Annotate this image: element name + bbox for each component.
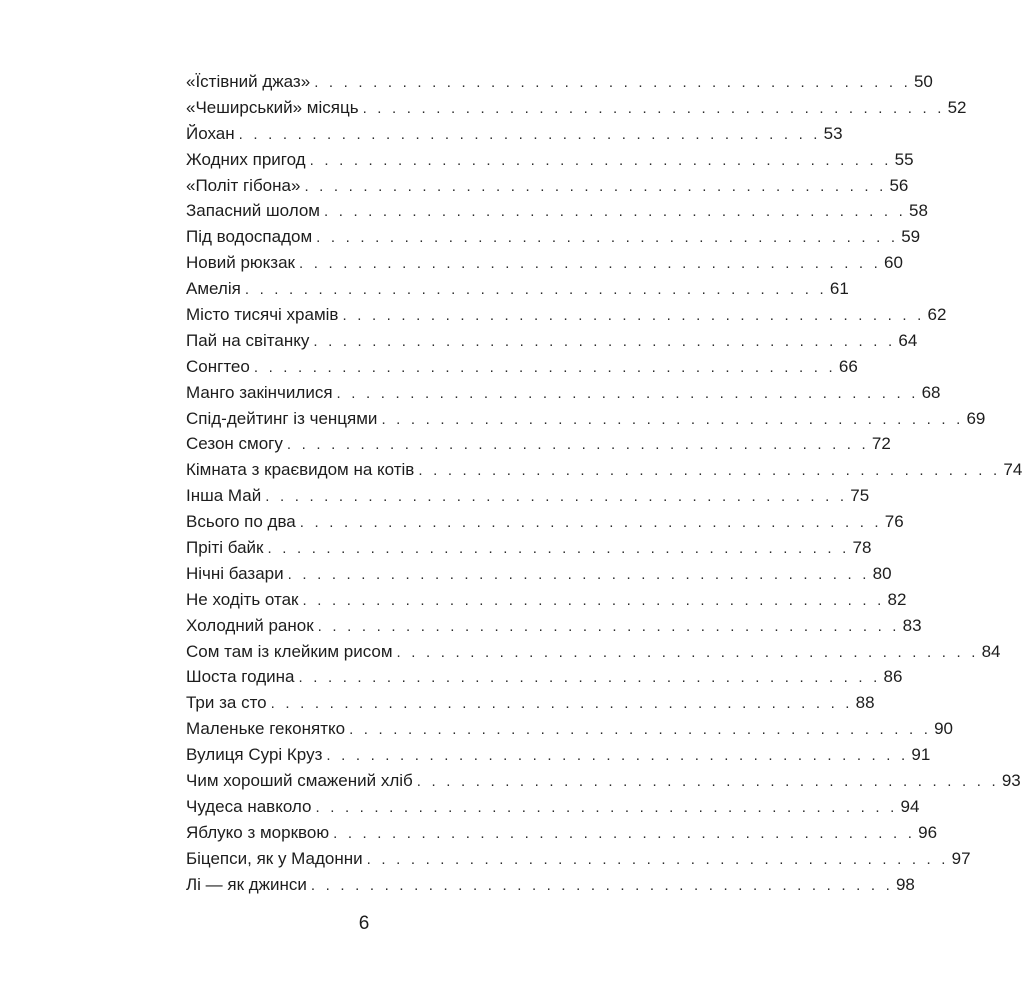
toc-page-number: 97 xyxy=(951,848,971,868)
toc-title: Сезон смогу xyxy=(186,434,283,454)
toc-page-number: 94 xyxy=(900,796,920,816)
toc-title: Манго закінчилися xyxy=(186,382,333,402)
toc-leader: . . . . . . . . . . . . . . . . . . . . . . . . . . . . . . . . . . . . . . . . xyxy=(366,850,949,868)
toc-leader: . . . . . . . . . . . . . . . . . . . . . . . . . . . . . . . . . . . . . . . . xyxy=(326,747,909,765)
toc-title: Вулиця Сурі Круз xyxy=(186,745,323,765)
toc-entry[interactable] xyxy=(186,302,947,328)
toc-page-number: 55 xyxy=(894,149,914,169)
toc-page-number: 80 xyxy=(872,563,892,583)
toc-title: Нічні базари xyxy=(186,563,284,583)
toc-entry[interactable] xyxy=(186,224,921,250)
toc-page-number: 64 xyxy=(898,330,918,350)
toc-entry[interactable] xyxy=(186,587,907,613)
toc-leader: . . . . . . . . . . . . . . . . . . . . . . . . . . . . . . . . . . . . . . . . xyxy=(336,384,919,402)
toc-entry[interactable] xyxy=(186,535,872,561)
toc-leader: . . . . . . . . . . . . . . . . . . . . . . . . . . . . . . . . . . . . . . . . xyxy=(299,514,882,532)
toc-page-number: 82 xyxy=(887,589,907,609)
toc-leader: . . . . . . . . . . . . . . . . . . . . . . . . . . . . . . . . . . . . . . . . xyxy=(244,281,827,299)
toc-entry[interactable] xyxy=(186,431,891,457)
toc-entry[interactable] xyxy=(186,664,903,690)
toc-title: Йохан xyxy=(186,123,235,143)
toc-leader: . . . . . . . . . . . . . . . . . . . . . . . . . . . . . . . . . . . . . . . . xyxy=(317,617,900,635)
toc-entry[interactable] xyxy=(186,742,931,768)
toc-page-number: 69 xyxy=(966,408,986,428)
toc-leader: . . . . . . . . . . . . . . . . . . . . . . . . . . . . . . . . . . . . . . . . xyxy=(323,203,906,221)
toc-leader: . . . . . . . . . . . . . . . . . . . . . . . . . . . . . . . . . . . . . . . . xyxy=(362,99,945,117)
toc-page-number: 96 xyxy=(918,822,938,842)
toc-leader: . . . . . . . . . . . . . . . . . . . . . . . . . . . . . . . . . . . . . . . . xyxy=(381,410,964,428)
toc-page-number: 90 xyxy=(934,719,954,739)
toc-page-number: 72 xyxy=(871,434,891,454)
toc-leader: . . . . . . . . . . . . . . . . . . . . . . . . . . . . . . . . . . . . . . . . xyxy=(349,721,932,739)
page-number: 6 xyxy=(358,913,370,934)
toc-page-number: 75 xyxy=(850,486,870,506)
toc-page-number: 56 xyxy=(889,175,909,195)
toc-title: «Політ гібона» xyxy=(186,175,301,195)
toc-title: Маленьке геконятко xyxy=(186,719,346,739)
toc-page-number: 60 xyxy=(884,253,903,273)
toc-entry[interactable] xyxy=(186,354,858,380)
toc-leader: . . . . . . . . . . . . . . . . . . . . . . . . . . . . . . . . . . . . . . . . xyxy=(286,436,869,454)
toc-title: Біцепси, як у Мадонни xyxy=(186,848,363,868)
toc-title: Інша Май xyxy=(186,486,262,506)
toc-page-number: 91 xyxy=(911,745,931,765)
toc-leader: . . . . . . . . . . . . . . . . . . . . . . . . . . . . . . . . . . . . . . . . xyxy=(267,540,850,558)
toc-entry[interactable] xyxy=(186,483,870,509)
toc-page-number: 88 xyxy=(855,693,875,713)
toc-leader: . . . . . . . . . . . . . . . . . . . . . . . . . . . . . . . . . . . . . . . . xyxy=(313,332,896,350)
toc-page-number: 53 xyxy=(823,123,843,143)
toc-entry[interactable] xyxy=(186,561,892,587)
toc-title: Кімната з краєвидом на котів xyxy=(186,460,415,480)
toc-title: Запасний шолом xyxy=(186,201,320,221)
toc-page-number: 58 xyxy=(909,201,928,221)
toc-page-number: 98 xyxy=(895,874,915,894)
table-of-contents xyxy=(186,69,1022,898)
toc-leader: . . . . . . . . . . . . . . . . . . . . . . . . . . . . . . . . . . . . . . . . xyxy=(342,307,925,325)
toc-page-number: 93 xyxy=(1001,771,1021,791)
toc-page-number: 76 xyxy=(884,512,904,532)
toc-page-number: 86 xyxy=(883,667,903,687)
toc-entry[interactable] xyxy=(186,95,967,121)
toc-title: Чудеса навколо xyxy=(186,796,312,816)
toc-leader: . . . . . . . . . . . . . . . . . . . . . . . . . . . . . . . . . . . . . . . . xyxy=(287,565,870,583)
toc-title: Місто тисячі храмів xyxy=(186,305,339,325)
toc-entry[interactable] xyxy=(186,457,1022,483)
toc-entry[interactable] xyxy=(186,639,1001,665)
toc-title: Лі — як джинси xyxy=(186,874,307,894)
toc-title: Сонгтео xyxy=(186,356,250,376)
toc-page-number: 62 xyxy=(927,305,947,325)
toc-entry[interactable] xyxy=(186,406,986,432)
toc-leader: . . . . . . . . . . . . . . . . . . . . . . . . . . . . . . . . . . . . . . . . xyxy=(418,462,1001,480)
toc-title: «Їстівний джаз» xyxy=(186,72,311,91)
toc-title: Амелія xyxy=(186,279,241,299)
toc-leader: . . . . . . . . . . . . . . . . . . . . . . . . . . . . . . . . . . . . . . . . xyxy=(238,125,821,143)
toc-entry[interactable] xyxy=(186,328,918,354)
toc-title: Всього по два xyxy=(186,512,296,532)
toc-leader: . . . . . . . . . . . . . . . . . . . . . . . . . . . . . . . . . . . . . . . . xyxy=(396,643,979,661)
toc-title: Під водоспадом xyxy=(186,227,313,247)
toc-page-number: 66 xyxy=(838,356,858,376)
toc-page-number: 83 xyxy=(902,615,922,635)
toc-entry[interactable] xyxy=(186,276,849,302)
toc-title: Не ходіть отак xyxy=(186,589,299,609)
toc-entry[interactable] xyxy=(186,872,915,898)
toc-entry[interactable] xyxy=(186,147,914,173)
toc-page-number: 59 xyxy=(901,227,921,247)
toc-leader: . . . . . . . . . . . . . . . . . . . . . . . . . . . . . . . . . . . . . . . . xyxy=(270,695,853,713)
toc-leader: . . . . . . . . . . . . . . . . . . . . . . . . . . . . . . . . . . . . . . . . xyxy=(333,824,916,842)
toc-page-number: 61 xyxy=(829,279,849,299)
toc-entry[interactable] xyxy=(186,794,920,820)
toc-page-number: 52 xyxy=(947,97,967,117)
toc-entry[interactable] xyxy=(186,121,843,147)
toc-title: Шоста година xyxy=(186,667,295,687)
toc-leader: . . . . . . . . . . . . . . . . . . . . . . . . . . . . . . . . . . . . . . . . xyxy=(304,177,887,195)
toc-title: Спід-дейтинг із ченцями xyxy=(186,408,378,428)
toc-title: Жодних пригод xyxy=(186,149,306,169)
toc-leader: . . . . . . . . . . . . . . . . . . . . . . . . . . . . . . . . . . . . . . . . xyxy=(265,488,848,506)
toc-title: Пай на світанку xyxy=(186,330,310,350)
toc-leader: . . . . . . . . . . . . . . . . . . . . . . . . . . . . . . . . . . . . . . . . xyxy=(309,151,892,169)
toc-page-number: 84 xyxy=(981,641,1001,661)
toc-leader: . . . . . . . . . . . . . . . . . . . . . . . . . . . . . . . . . . . . . . . . xyxy=(416,773,999,791)
toc-leader: . . . . . . . . . . . . . . . . . . . . . . . . . . . . . . . . . . . . . . . . xyxy=(316,229,899,247)
toc-page-number: 68 xyxy=(921,382,941,402)
toc-entry[interactable] xyxy=(186,613,922,639)
toc-leader: . . . . . . . . . . . . . . . . . . . . . . . . . . . . . . . . . . . . . . . . xyxy=(253,358,836,376)
toc-entry[interactable] xyxy=(186,716,954,742)
toc-entry[interactable] xyxy=(186,69,933,95)
toc-entry[interactable] xyxy=(186,820,938,846)
toc-leader: . . . . . . . . . . . . . . . . . . . . . . . . . . . . . . . . . . . . . . . . xyxy=(298,669,881,687)
toc-title: Холодний ранок xyxy=(186,615,314,635)
toc-entry[interactable] xyxy=(186,768,1021,794)
toc-entry[interactable] xyxy=(186,509,904,535)
toc-title: Три за сто xyxy=(186,693,267,713)
toc-leader: . . . . . . . . . . . . . . . . . . . . . . . . . . . . . . . . . . . . . . . . xyxy=(299,255,882,273)
toc-title: «Чеширський» місяць xyxy=(186,97,359,117)
toc-entry[interactable] xyxy=(186,198,928,224)
toc-leader: . . . . . . . . . . . . . . . . . . . . . . . . . . . . . . . . . . . . . . . . . xyxy=(314,74,911,91)
toc-entry[interactable] xyxy=(186,846,971,872)
toc-leader: . . . . . . . . . . . . . . . . . . . . . . . . . . . . . . . . . . . . . . . . xyxy=(315,798,898,816)
toc-title: Сом там із клейким рисом xyxy=(186,641,393,661)
toc-page-number: 50 xyxy=(913,72,933,91)
toc-leader: . . . . . . . . . . . . . . . . . . . . . . . . . . . . . . . . . . . . . . . . xyxy=(302,591,885,609)
toc-entry[interactable] xyxy=(186,173,909,199)
toc-title: Яблуко з морквою xyxy=(186,822,330,842)
toc-page-number: 78 xyxy=(852,538,872,558)
toc-title: Новий рюкзак xyxy=(186,253,295,273)
toc-entry[interactable] xyxy=(186,250,903,276)
toc-leader: . . . . . . . . . . . . . . . . . . . . . . . . . . . . . . . . . . . . . . . . xyxy=(310,876,893,894)
toc-entry[interactable] xyxy=(186,380,941,406)
toc-page-number: 74 xyxy=(1003,460,1022,480)
toc-title: Пріті байк xyxy=(186,538,264,558)
toc-title: Чим хороший смажений хліб xyxy=(186,771,413,791)
toc-entry[interactable] xyxy=(186,690,875,716)
